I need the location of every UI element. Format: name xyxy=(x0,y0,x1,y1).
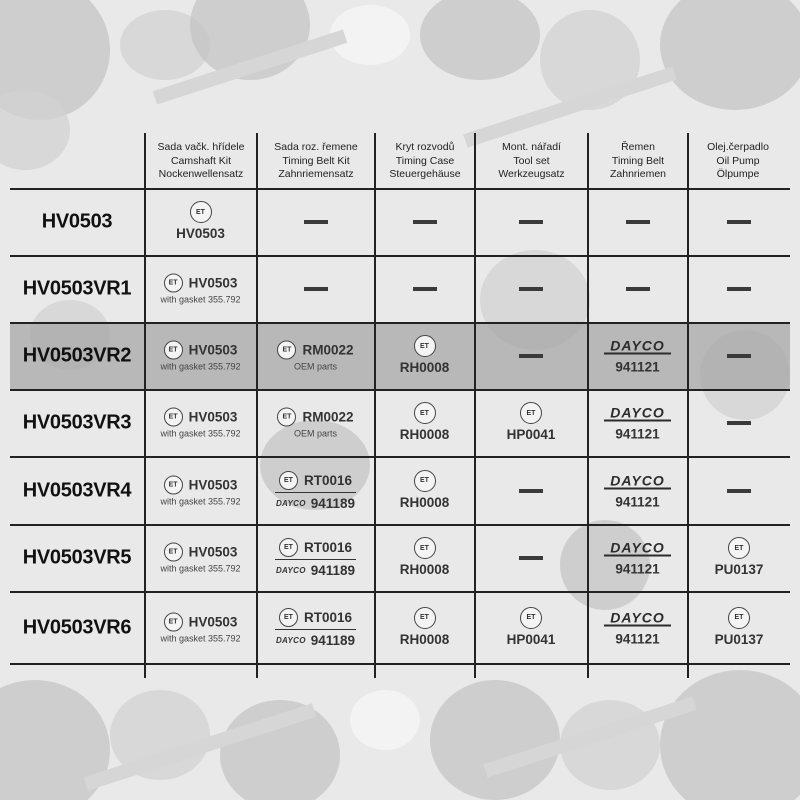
et-logo-icon: ET xyxy=(279,471,298,490)
part-number: 941189 xyxy=(310,632,356,648)
et-logo-icon: ET xyxy=(164,341,183,360)
not-available-dash xyxy=(626,220,650,224)
model-name: HV0503VR6 xyxy=(22,616,132,638)
part-number: HV0503 xyxy=(176,226,225,241)
part-number: HV0503 xyxy=(188,342,238,358)
header-tool-set: Mont. nářadí Tool set Werkzeugsatz xyxy=(498,141,565,180)
not-available-dash xyxy=(519,220,543,224)
not-available-dash xyxy=(304,220,328,224)
header-timing-case: Kryt rozvodů Timing Case Steuergehäuse xyxy=(389,141,461,180)
et-logo-icon: ET xyxy=(190,201,212,223)
dayco-logo-icon: DAYCO xyxy=(604,610,671,626)
table-row xyxy=(10,390,790,456)
part-number: RT0016 xyxy=(303,472,353,488)
header-timing-belt-kit: Sada roz. řemene Timing Belt Kit Zahnriemensatz xyxy=(274,141,358,180)
not-available-dash xyxy=(727,421,751,425)
part-number: RH0008 xyxy=(399,631,450,647)
part-note: OEM parts xyxy=(293,361,337,372)
part-number: PU0137 xyxy=(714,562,764,577)
et-logo-icon: ET xyxy=(164,543,183,562)
header-timing-belt: Řemen Timing Belt Zahnriemen xyxy=(609,141,667,180)
et-logo-icon: ET xyxy=(164,274,183,293)
not-available-dash xyxy=(727,354,751,358)
part-number: 941189 xyxy=(310,495,356,511)
model-name: HV0503VR5 xyxy=(22,546,132,569)
table-row xyxy=(10,323,790,389)
model-name: HV0503VR3 xyxy=(22,411,132,434)
not-available-dash xyxy=(727,489,751,493)
dayco-logo-icon: DAYCO xyxy=(275,566,306,575)
not-available-dash xyxy=(304,287,328,291)
not-available-dash xyxy=(519,489,543,493)
et-logo-icon: ET xyxy=(414,470,436,492)
part-number: 941121 xyxy=(615,426,660,442)
part-number: HP0041 xyxy=(506,631,556,647)
dayco-logo-icon: DAYCO xyxy=(275,498,306,508)
part-number: HV0503 xyxy=(188,477,238,492)
part-number: HV0503 xyxy=(188,544,238,560)
dayco-logo-icon: DAYCO xyxy=(604,339,671,355)
part-number: RH0008 xyxy=(399,427,450,442)
et-logo-icon: ET xyxy=(279,538,298,557)
part-number: 941121 xyxy=(615,561,660,577)
not-available-dash xyxy=(519,287,543,291)
part-number: 941121 xyxy=(615,359,660,375)
part-number: 941189 xyxy=(310,563,356,578)
part-number: RT0016 xyxy=(303,540,353,555)
not-available-dash xyxy=(519,354,543,358)
not-available-dash xyxy=(413,287,437,291)
part-number: 941121 xyxy=(615,494,660,509)
part-number: HV0503 xyxy=(188,275,238,291)
table-row xyxy=(10,457,790,524)
part-number: RM0022 xyxy=(302,409,354,425)
et-logo-icon: ET xyxy=(414,607,436,629)
part-note: with gasket 355.792 xyxy=(160,563,241,574)
et-logo-icon: ET xyxy=(414,537,436,559)
et-logo-icon: ET xyxy=(277,408,296,427)
part-note: with gasket 355.792 xyxy=(160,428,241,439)
et-logo-icon: ET xyxy=(728,537,750,559)
dayco-logo-icon: DAYCO xyxy=(604,406,671,422)
part-number: HV0503 xyxy=(188,409,238,425)
et-logo-icon: ET xyxy=(414,335,436,357)
part-number: HV0503 xyxy=(188,614,238,629)
part-note: with gasket 355.792 xyxy=(160,633,241,643)
part-number: PU0137 xyxy=(714,631,764,647)
model-name: HV0503VR4 xyxy=(22,479,132,501)
model-name: HV0503VR2 xyxy=(22,344,132,367)
table-row xyxy=(10,592,790,663)
part-number: RT0016 xyxy=(303,609,353,625)
part-number: RM0022 xyxy=(302,342,354,358)
model-name: HV0503VR1 xyxy=(22,277,132,300)
part-note: with gasket 355.792 xyxy=(160,496,241,506)
dayco-logo-icon: DAYCO xyxy=(604,473,671,489)
dayco-logo-icon: DAYCO xyxy=(604,541,671,557)
not-available-dash xyxy=(413,220,437,224)
part-note: with gasket 355.792 xyxy=(160,294,241,305)
et-logo-icon: ET xyxy=(520,402,542,424)
header-camshaft-kit: Sada vačk. hřídele Camshaft Kit Nockenwellensatz xyxy=(157,141,245,180)
et-logo-icon: ET xyxy=(414,402,436,424)
model-name: HV0503 xyxy=(41,210,113,233)
table-row xyxy=(10,189,790,255)
not-available-dash xyxy=(727,220,751,224)
part-note: OEM parts xyxy=(293,428,337,439)
et-logo-icon: ET xyxy=(277,341,296,360)
dayco-logo-icon: DAYCO xyxy=(275,635,306,645)
part-number: 941121 xyxy=(615,631,660,646)
not-available-dash xyxy=(626,287,650,291)
part-number: RH0008 xyxy=(399,494,450,510)
et-logo-icon: ET xyxy=(164,408,183,427)
part-number: RH0008 xyxy=(399,562,450,577)
et-logo-icon: ET xyxy=(164,612,183,631)
part-number: RH0008 xyxy=(399,360,450,375)
table-row xyxy=(10,256,790,322)
part-number: HP0041 xyxy=(506,427,556,442)
et-logo-icon: ET xyxy=(279,608,298,627)
not-available-dash xyxy=(727,287,751,291)
et-logo-icon: ET xyxy=(164,475,183,494)
table-row xyxy=(10,525,790,591)
et-logo-icon: ET xyxy=(728,607,750,629)
header-oil-pump: Olej.čerpadlo Oil Pump Ölpumpe xyxy=(707,141,769,180)
part-note: with gasket 355.792 xyxy=(160,361,241,372)
not-available-dash xyxy=(519,556,543,560)
et-logo-icon: ET xyxy=(520,607,542,629)
